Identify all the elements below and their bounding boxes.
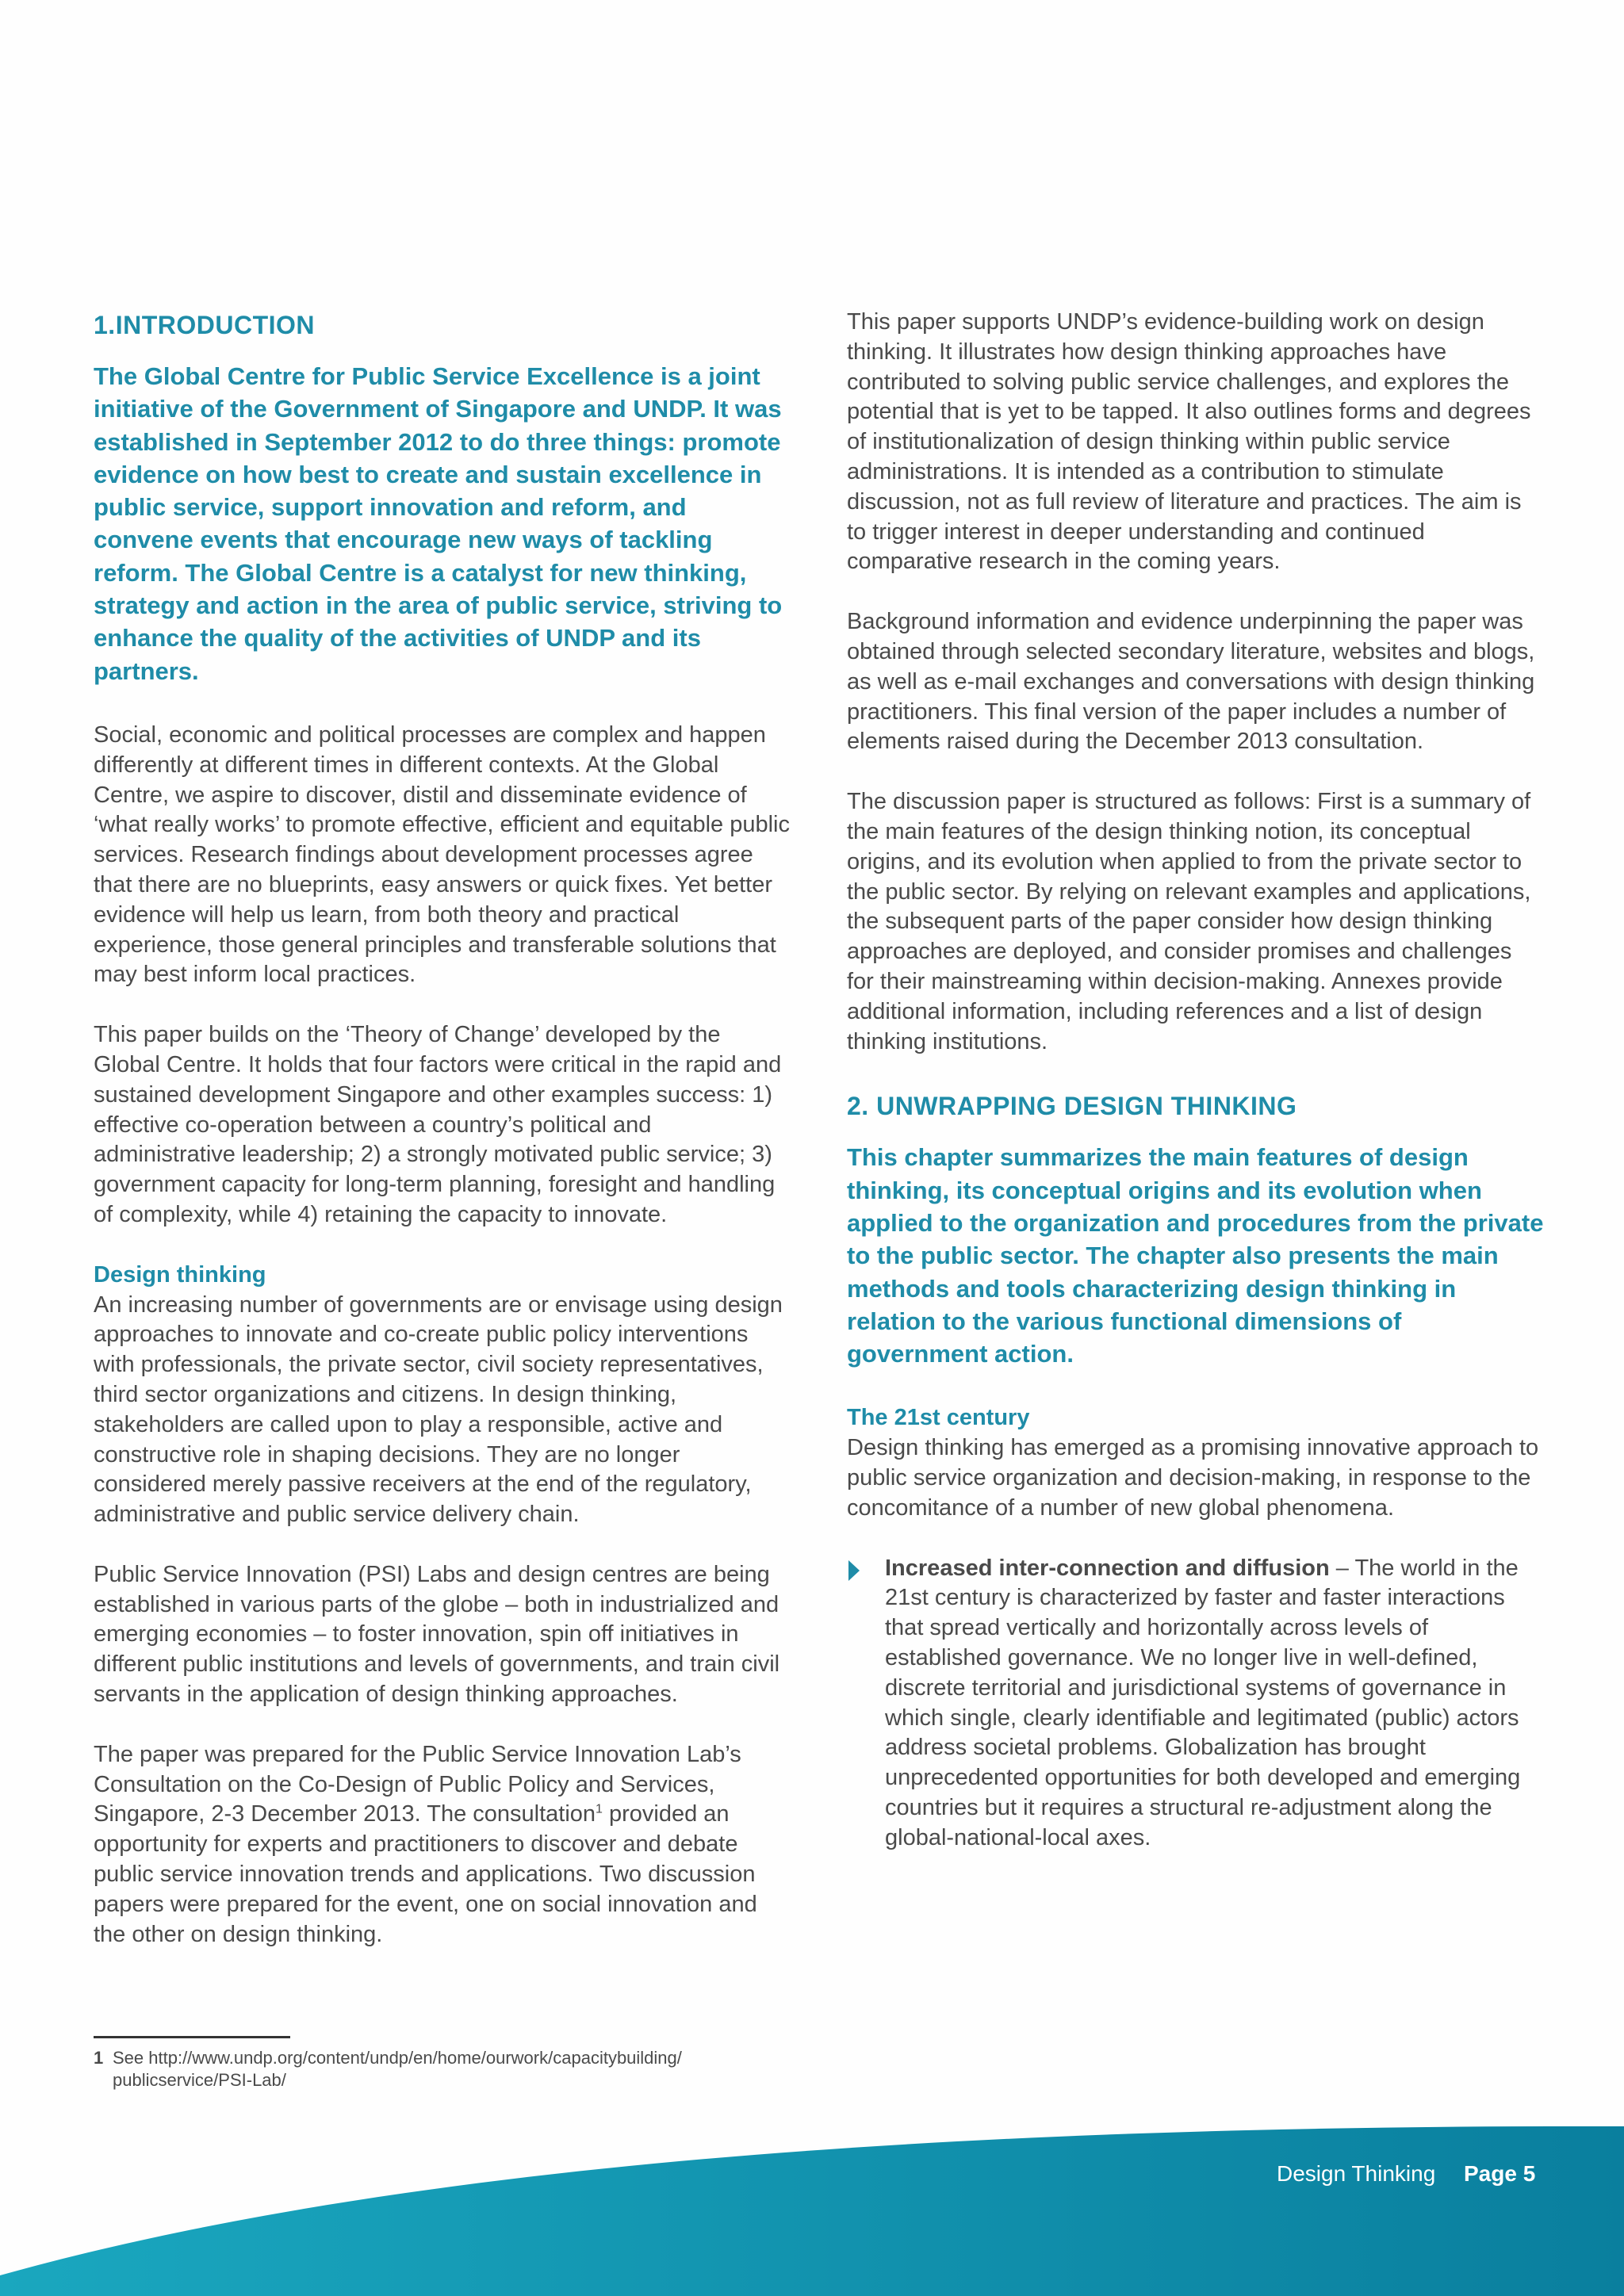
footnote-text[interactable]: See http://www.undp.org/content/undp/en/home/ourwork/capacitybuilding/ publicservice/PSI-Lab/ [113, 2048, 682, 2090]
design-thinking-subheading: Design thinking [94, 1261, 266, 1288]
footer-wave [0, 2109, 1624, 2296]
evidence-building-paragraph: This paper supports UNDP’s evidence-building work on design thinking. It illustrates how design thinking approaches have contributed to solving public service challenges, and explores the potential that is yet to be tapped. It also outlines forms and degrees of institutionalization of design thinking within public service administrations. It is intended as a contribution to stimulate discussion, not as full review of literature and practices. The aim is to trigger interest in deeper understanding and continued comparative research in the coming years. [847, 309, 1531, 575]
footnote-divider [94, 2036, 290, 2038]
consultation-text-b: provided an opportunity for experts and practitioners to discover and debate public service innovation trends and applications. Two discussion papers were prepared for the event, one on social innovation and the other on design thinking. [94, 1801, 757, 1947]
footer-document-title: Design Thinking [1277, 2161, 1436, 2186]
triangle-bullet-icon [848, 1560, 860, 1581]
21st-century-paragraph: Design thinking has emerged as a promising innovative approach to public service organization and decision-making, in response to the concomitance of a number of new global phenomena. [847, 1435, 1539, 1521]
background-paragraph: Background information and evidence underpinning the paper was obtained through selected secondary literature, websites and blogs, as well as e-mail exchanges and conversations with design thinking practitioners. This final version of the paper includes a number of elements raised during the December 2013 consultation. [847, 609, 1535, 755]
consultation-paragraph [94, 1740, 791, 1950]
design-thinking-paragraph: An increasing number of governments are or envisage using design approaches to innovate and co-create public policy interventions with professionals, the private sector, civil society representatives, third sector organizations and citizens. In design thinking, stakeholders are called upon to play a responsible, active and constructive role in shaping decisions. They are no longer considered merely passive receivers at the end of the regulatory, administrative and public service delivery chain. [94, 1292, 783, 1528]
unwrapping-heading: 2. UNWRAPPING DESIGN THINKING [847, 1092, 1297, 1121]
introduction-lead-paragraph: The Global Centre for Public Service Excellence is a joint initiative of the Government of Singapore and UNDP. It was established in September 2012 to do three things: promote evidence on how best to create and sustain excellence in public service, support innovation and reform, and convene events that encourage new ways of tackling reform. The Global Centre is a catalyst for new thinking, strategy and action in the area of public service, striving to enhance the quality of the activities of UNDP and its partners. [94, 362, 783, 685]
bullet-text: – The world in the 21st century is characterized by faster and faster interactions that spread vertically and horizontally across levels of established governance. We no longer live in well-defined, discrete territorial and jurisdictional systems of governance in which single, clearly identifiable and legitimated (public) actors address societal problems. Globalization has brought unprecedented opportunities for both developed and emerging countries but it requires a structural re-adjustment along the global-national-local axes. [885, 1555, 1521, 1850]
bullet-item [847, 1554, 1545, 1854]
introduction-heading: 1.INTRODUCTION [94, 311, 315, 339]
context-paragraph: Social, economic and political processes are complex and happen differently at different times in different contexts. At the Global Centre, we aspire to discover, distil and disseminate evidence of ‘what really works’ to promote effective, efficient and equitable public services. Research findings about development processes agree that there are no blueprints, easy answers or quick fixes. Yet better evidence will help us learn, from both theory and practical experience, those general principles and transferable solutions that may best inform local practices. [94, 721, 791, 988]
bullet-title: Increased inter-connection and diffusion [885, 1555, 1330, 1581]
21st-century-subheading: The 21st century [847, 1405, 1030, 1431]
footnote-reference[interactable]: 1 [596, 1802, 603, 1816]
footnote [94, 2047, 791, 2091]
right-column [847, 308, 1545, 1884]
page-number: Page 5 [1464, 2161, 1536, 2186]
consultation-text-a: The paper was prepared for the Public Service Innovation Lab’s Consultation on the Co-Design of Public Policy and Services, Singapore, 2-3 December 2013. The consultation [94, 1741, 741, 1827]
footer-wave-shape [0, 2126, 1624, 2296]
theory-of-change-paragraph: This paper builds on the ‘Theory of Change’ developed by the Global Centre. It holds that four factors were critical in the rapid and sustained development Singapore and other examples success: 1) effective co-operation between a country’s political and administrative leadership; 2) a strongly motivated public service; 3) government capacity for long-term planning, foresight and handling of complexity, while 4) retaining the capacity to innovate. [94, 1022, 782, 1227]
unwrapping-lead-paragraph: This chapter summarizes the main features of design thinking, its conceptual origins and its evolution when applied to the organization and procedures from the private to the public sector. The chapter also presents the main methods and tools characterizing design thinking in relation to the various functional dimensions of government action. [847, 1143, 1544, 1368]
left-column [94, 308, 791, 1980]
footnote-number: 1 [94, 2048, 104, 2068]
structure-paragraph: The discussion paper is structured as follows: First is a summary of the main features of the design thinking notion, its conceptual origins, and its evolution when applied to from the private sector to the public sector. By relying on relevant examples and applications, the subsequent parts of the paper consider how design thinking approaches are deployed, and consider promises and challenges for their mainstreaming within decision-making. Annexes provide additional information, including references and a list of design thinking institutions. [847, 789, 1531, 1054]
psi-labs-paragraph: Public Service Innovation (PSI) Labs and design centres are being established in various parts of the globe – both in industrialized and emerging economies – to foster innovation, spin off initiatives in different public institutions and levels of governments, and train civil servants in the application of design thinking approaches. [94, 1561, 780, 1708]
